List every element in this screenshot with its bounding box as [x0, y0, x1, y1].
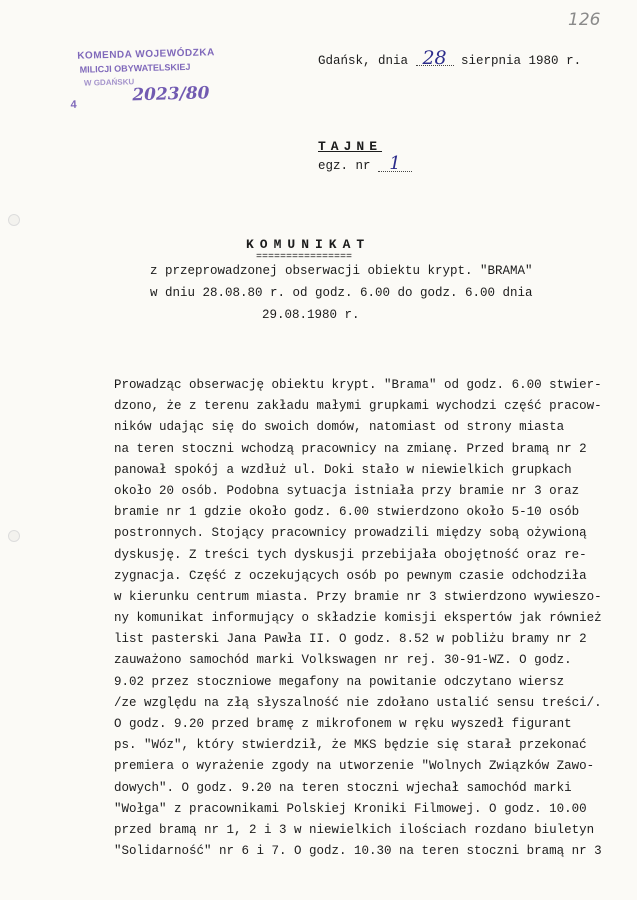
body-line: około 20 osób. Podobna sytuacja istniała przy bramie nr 3 oraz	[114, 483, 580, 498]
body-line: bramie nr 1 gdzie około godz. 6.00 stwierdzono około 5-10 osób	[114, 505, 580, 520]
classification-label: TAJNE	[318, 139, 383, 154]
stamp-prefix: 4	[70, 98, 77, 111]
subject-line: 29.08.1980 r.	[262, 308, 360, 322]
punch-hole	[8, 530, 20, 542]
archive-page-number: 126	[568, 10, 601, 30]
body-line: dowych". O godz. 9.20 na teren stoczni wjechał samochód marki	[114, 780, 572, 795]
stamp-unit: MILICJI OBYWATELSKIEJ	[79, 61, 191, 75]
report-body	[114, 375, 634, 862]
copy-number: 1	[378, 157, 412, 172]
title-underline: ================	[256, 252, 353, 263]
body-line: panował spokój a wzdłuż ul. Doki stało w niewielkich grupkach	[114, 462, 572, 477]
punch-hole	[8, 214, 20, 226]
body-line: zauważono samochód marki Volkswagen nr rej. 30-91-WZ. O godz.	[114, 653, 572, 668]
body-line: premiera o wyrażenie zgody na utworzenie "Wolnych Związków Zawo-	[114, 759, 595, 774]
body-line: 9.02 przez stoczniowe megafony na powitanie odczytano wiersz	[114, 674, 565, 689]
document-title: KOMUNIKAT	[246, 237, 371, 252]
body-line: na teren stoczni wchodzą pracownicy na zmianę. Przed bramą nr 2	[114, 441, 587, 456]
body-line: przed bramą nr 1, 2 i 3 w niewielkich ilościach rozdano biuletyn	[114, 822, 595, 837]
date-day: 28	[416, 51, 454, 66]
body-line: "Solidarność" nr 6 i 7. O godz. 10.30 na teren stoczni bramą nr 3	[114, 844, 602, 859]
body-line: w kierunku centrum miasta. Przy bramie nr 3 stwierdzono wywieszo-	[114, 589, 602, 604]
subject-line: w dniu 28.08.80 r. od godz. 6.00 do godz. 6.00 dnia	[150, 286, 533, 300]
copy-label: egz. nr	[318, 159, 371, 173]
registry-stamp	[69, 45, 221, 121]
stamp-registration-number: 2023/80	[132, 83, 210, 106]
body-line: Prowadząc obserwację obiektu krypt. "Brama" od godz. 6.00 stwier-	[114, 378, 602, 392]
subject-line: z przeprowadzonej obserwacji obiektu krypt. "BRAMA"	[150, 264, 533, 278]
body-line: ników udając się do swoich domów, natomiast od strony miasta	[114, 420, 565, 435]
body-line: zygnacja. Część z oczekujących osób po pewnym czasie odchodziła	[114, 568, 587, 583]
body-line: list pasterski Jana Pawła II. O godz. 8.52 w pobliżu bramy nr 2	[114, 632, 587, 647]
date-prefix: Gdańsk, dnia	[318, 54, 409, 68]
date-line	[318, 47, 582, 69]
body-line: "Wołga" z pracownikami Polskiej Kroniki Filmowej. O godz. 10.00	[114, 801, 587, 816]
copy-line	[318, 153, 412, 174]
body-line: postronnych. Stojący pracownicy prowadzili między sobą ożywioną	[114, 526, 587, 541]
body-line: O godz. 9.20 przed bramę z mikrofonem w ręku wyszedł figurant	[114, 717, 572, 731]
body-line: dyskusję. Z treści tych dyskusji przebijała obojętność oraz re-	[114, 547, 587, 562]
body-line: /ze względu na złą słyszalność nie zdołano ustalić sensu treści/.	[114, 695, 602, 710]
body-line: dzono, że z terenu zakładu małymi grupkami wychodzi część pracow-	[114, 399, 602, 414]
body-line: ps. "Wóz", który stwierdził, że MKS będzie się starał przekonać	[114, 738, 587, 753]
date-suffix: sierpnia 1980 r.	[461, 54, 582, 68]
stamp-institution: KOMENDA WOJEWÓDZKA	[77, 47, 215, 62]
body-line: ny komunikat informujący o składzie komisji ekspertów jak również	[114, 611, 602, 626]
stamp-city: W GDAŃSKU	[83, 77, 135, 88]
